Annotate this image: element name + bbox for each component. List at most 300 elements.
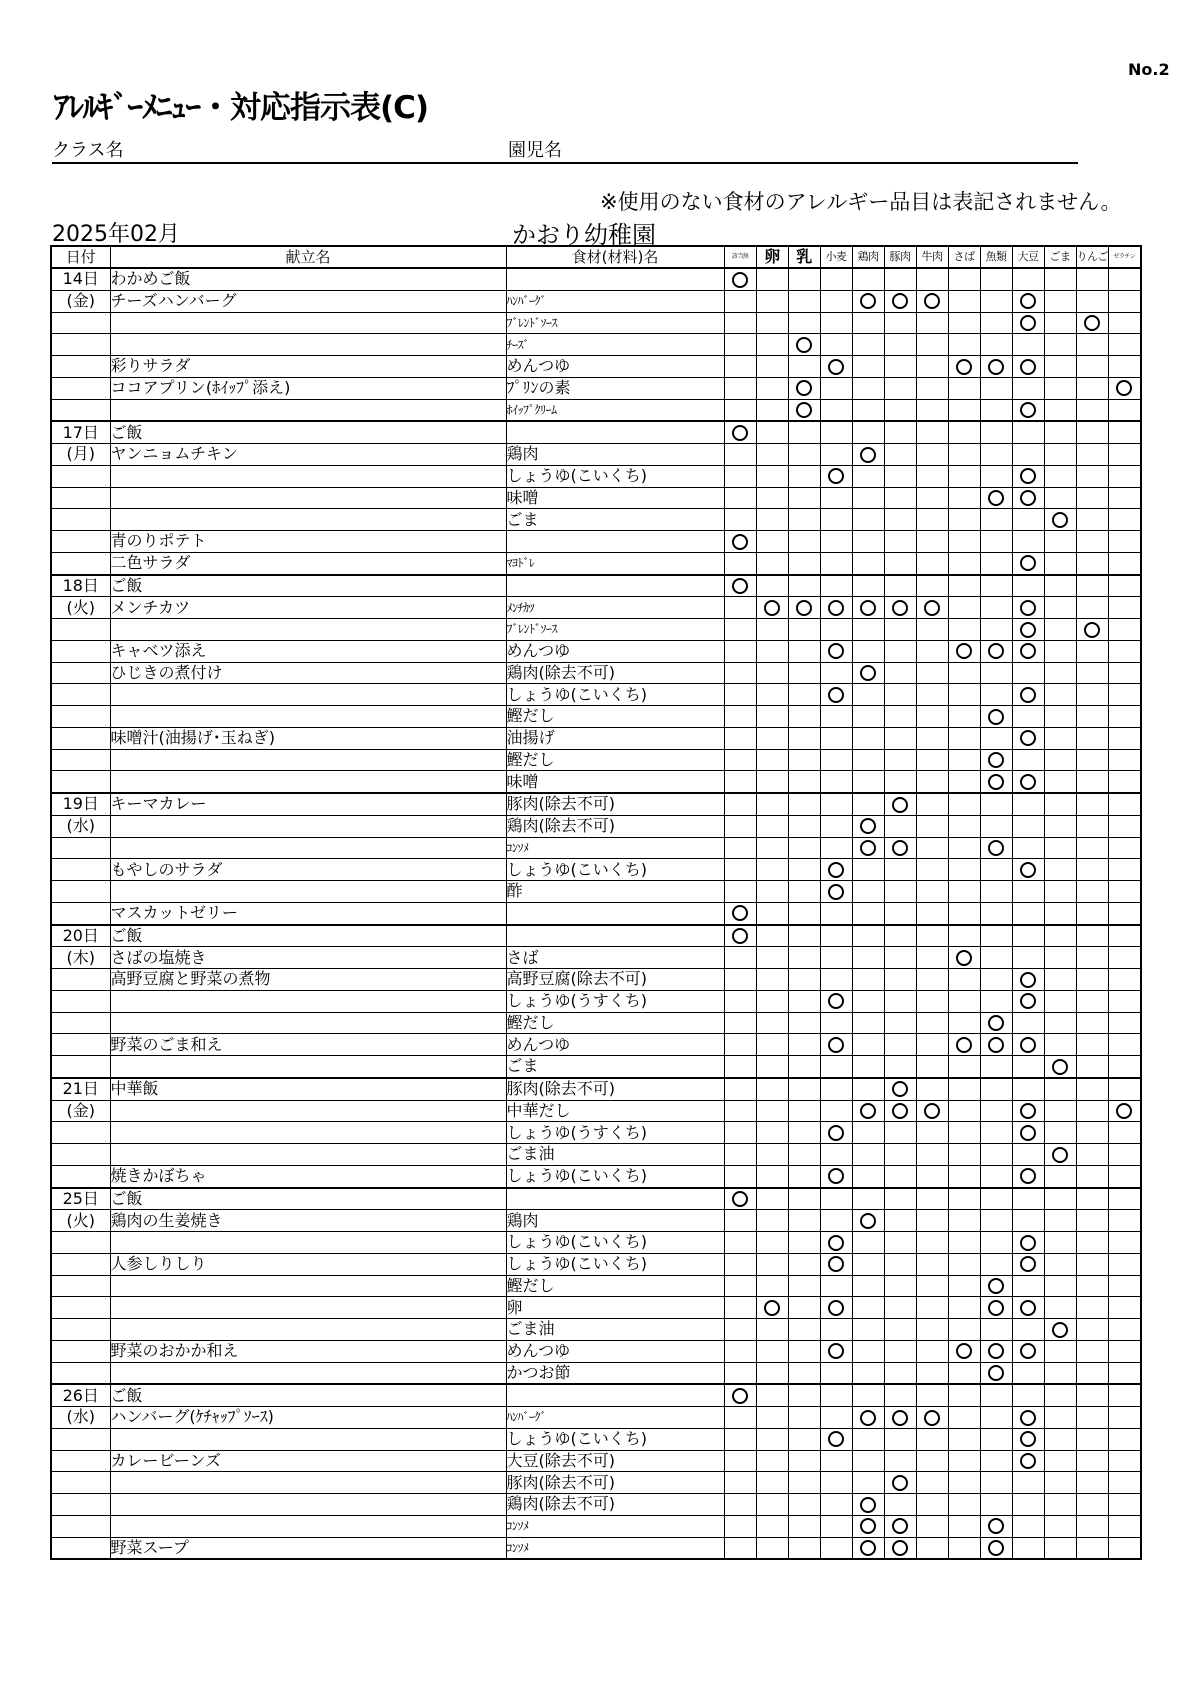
allergen-cell [788, 1407, 820, 1429]
allergen-cell [724, 1188, 756, 1210]
allergen-cell [724, 771, 756, 793]
allergen-cell [980, 1362, 1012, 1384]
allergen-cell [948, 1100, 980, 1122]
allergen-cell [852, 597, 884, 619]
allergen-cell [788, 1034, 820, 1056]
allergen-cell [788, 531, 820, 553]
allergen-cell [724, 552, 756, 574]
dish-cell [110, 1275, 506, 1297]
allergen-cell [788, 793, 820, 815]
allergen-cell [916, 377, 948, 399]
circle-mark-icon [828, 1235, 844, 1251]
allergen-cell [1076, 444, 1109, 466]
allergen-cell [1012, 334, 1044, 356]
date-cell [51, 399, 110, 421]
table-row [51, 1472, 1141, 1494]
allergen-cell [884, 509, 916, 531]
table-row [51, 1340, 1141, 1362]
header-dish: 献立名 [110, 246, 506, 268]
ingredient-cell: ﾌﾟﾘﾝの素 [506, 377, 724, 399]
allergen-cell [916, 684, 948, 706]
allergen-cell [1044, 552, 1076, 574]
dish-cell: キャベツ添え [110, 640, 506, 662]
allergen-cell [756, 531, 788, 553]
circle-mark-icon [1020, 1300, 1036, 1316]
allergen-cell [852, 881, 884, 903]
dish-cell [110, 1056, 506, 1078]
allergen-cell [820, 881, 852, 903]
dish-cell: メンチカツ [110, 597, 506, 619]
circle-mark-icon [828, 862, 844, 878]
allergen-cell [1109, 1537, 1141, 1559]
ingredient-cell: しょうゆ(うすくち) [506, 990, 724, 1012]
allergen-cell [788, 815, 820, 837]
allergen-cell [788, 597, 820, 619]
allergen-cell [724, 793, 756, 815]
allergen-cell [724, 597, 756, 619]
allergen-cell [820, 771, 852, 793]
allergen-cell [1109, 531, 1141, 553]
table-row [51, 1319, 1141, 1341]
table-row [51, 706, 1141, 728]
allergen-cell [852, 575, 884, 597]
allergen-cell [788, 575, 820, 597]
allergen-cell [884, 1275, 916, 1297]
allergen-cell [852, 1407, 884, 1429]
allergen-cell [916, 1210, 948, 1232]
allergen-cell [1109, 1056, 1141, 1078]
ingredient-cell [506, 1384, 724, 1406]
allergen-cell [724, 684, 756, 706]
date-cell [51, 1056, 110, 1078]
allergen-cell [1109, 793, 1141, 815]
allergen-cell [788, 1297, 820, 1319]
allergen-cell [1076, 990, 1109, 1012]
dish-cell [110, 837, 506, 859]
allergen-cell [980, 859, 1012, 881]
date-cell [51, 1144, 110, 1166]
allergen-cell [820, 552, 852, 574]
allergen-cell [916, 597, 948, 619]
allergen-cell [724, 268, 756, 290]
allergen-cell [788, 662, 820, 684]
allergen-cell [1044, 771, 1076, 793]
allergen-cell [1076, 1165, 1109, 1187]
allergen-cell [724, 1012, 756, 1034]
allergen-cell [724, 902, 756, 924]
allergen-cell [948, 619, 980, 641]
allergen-cell [820, 1340, 852, 1362]
dish-cell: 彩りサラダ [110, 356, 506, 378]
allergen-cell [980, 290, 1012, 312]
allergen-cell [788, 1165, 820, 1187]
allergen-cell [820, 356, 852, 378]
allergen-cell [948, 1450, 980, 1472]
allergen-cell [788, 771, 820, 793]
circle-mark-icon [988, 1343, 1004, 1359]
allergen-cell [788, 1122, 820, 1144]
circle-mark-icon [796, 337, 812, 353]
allergen-cell [1012, 1078, 1044, 1100]
allergen-cell [1012, 947, 1044, 969]
allergen-cell [852, 399, 884, 421]
allergen-cell [820, 619, 852, 641]
allergen-cell [884, 1188, 916, 1210]
dish-cell: さばの塩焼き [110, 947, 506, 969]
allergen-cell [980, 1472, 1012, 1494]
allergen-cell [916, 859, 948, 881]
allergen-cell [1044, 1537, 1076, 1559]
allergen-cell [948, 290, 980, 312]
dish-cell: わかめご飯 [110, 268, 506, 290]
allergen-cell [980, 902, 1012, 924]
allergen-cell [948, 1494, 980, 1516]
header-allergen-12: ゼラチン [1109, 246, 1141, 268]
allergen-cell [1109, 706, 1141, 728]
allergen-cell [884, 1407, 916, 1429]
table-row [51, 640, 1141, 662]
allergen-cell [852, 531, 884, 553]
ingredient-cell: しょうゆ(こいくち) [506, 1232, 724, 1254]
allergen-cell [788, 1188, 820, 1210]
allergen-cell [724, 531, 756, 553]
allergen-cell [916, 1012, 948, 1034]
allergen-cell [820, 1253, 852, 1275]
allergen-cell [884, 1515, 916, 1537]
dish-cell: 野菜のおかか和え [110, 1340, 506, 1362]
date-cell: 26日 [51, 1384, 110, 1406]
allergen-cell [756, 1515, 788, 1537]
circle-mark-icon [860, 1213, 876, 1229]
allergen-cell [1044, 575, 1076, 597]
ingredient-cell: めんつゆ [506, 640, 724, 662]
allergen-cell [916, 619, 948, 641]
table-row [51, 487, 1141, 509]
allergen-cell [916, 1319, 948, 1341]
allergen-cell [1109, 1450, 1141, 1472]
table-row [51, 1232, 1141, 1254]
allergen-cell [788, 268, 820, 290]
allergen-cell [1076, 597, 1109, 619]
date-cell: 21日 [51, 1078, 110, 1100]
allergen-cell [852, 947, 884, 969]
allergen-cell [1044, 1122, 1076, 1144]
circle-mark-icon [988, 1518, 1004, 1534]
ingredient-cell: 中華だし [506, 1100, 724, 1122]
table-row [51, 1165, 1141, 1187]
ingredient-cell: 鶏肉 [506, 444, 724, 466]
header-allergen-6: 牛肉 [916, 246, 948, 268]
circle-mark-icon [1020, 359, 1036, 375]
allergen-cell [756, 1253, 788, 1275]
allergen-cell [916, 268, 948, 290]
allergen-cell [884, 1034, 916, 1056]
date-cell [51, 859, 110, 881]
allergen-cell [980, 1122, 1012, 1144]
circle-mark-icon [1020, 687, 1036, 703]
allergen-cell [852, 1188, 884, 1210]
allergen-cell [884, 1472, 916, 1494]
allergen-cell [820, 815, 852, 837]
allergen-cell [948, 1515, 980, 1537]
allergen-cell [756, 552, 788, 574]
dish-cell: カレービーンズ [110, 1450, 506, 1472]
allergen-cell [820, 1232, 852, 1254]
allergen-cell [1109, 290, 1141, 312]
allergen-cell [916, 727, 948, 749]
allergen-cell [1012, 1428, 1044, 1450]
table-row [51, 1012, 1141, 1034]
table-row [51, 1384, 1141, 1406]
ingredient-cell: 鰹だし [506, 749, 724, 771]
ingredient-cell: ｺﾝｿﾒ [506, 1515, 724, 1537]
date-cell [51, 990, 110, 1012]
ingredient-cell: 高野豆腐(除去不可) [506, 969, 724, 991]
dish-cell [110, 1100, 506, 1122]
allergen-cell [980, 334, 1012, 356]
allergen-cell [724, 1122, 756, 1144]
ingredient-cell: しょうゆ(こいくち) [506, 1165, 724, 1187]
allergen-cell [788, 859, 820, 881]
allergen-cell [1109, 815, 1141, 837]
table-row [51, 793, 1141, 815]
allergen-cell [1076, 619, 1109, 641]
allergen-cell [1109, 749, 1141, 771]
allergen-cell [884, 925, 916, 947]
allergen-cell [1012, 377, 1044, 399]
allergen-cell [756, 597, 788, 619]
allergen-cell [820, 334, 852, 356]
allergen-cell [788, 1384, 820, 1406]
allergen-cell [1012, 399, 1044, 421]
date-cell [51, 356, 110, 378]
date-cell [51, 619, 110, 641]
allergen-cell [1076, 1144, 1109, 1166]
circle-mark-icon [988, 709, 1004, 725]
allergen-cell [1044, 1165, 1076, 1187]
allergen-cell [916, 290, 948, 312]
table-header-row [51, 246, 1141, 268]
allergen-cell [852, 1472, 884, 1494]
allergen-cell [884, 1340, 916, 1362]
allergen-cell [884, 1144, 916, 1166]
allergen-cell [756, 619, 788, 641]
allergen-cell [980, 947, 1012, 969]
allergen-cell [756, 1494, 788, 1516]
allergen-cell [724, 290, 756, 312]
ingredient-cell: ﾏﾖﾄﾞﾚ [506, 552, 724, 574]
allergen-cell [980, 640, 1012, 662]
allergen-cell [724, 509, 756, 531]
allergen-cell [724, 1450, 756, 1472]
allergen-cell [980, 399, 1012, 421]
allergen-cell [852, 1144, 884, 1166]
allergen-cell [1012, 815, 1044, 837]
allergen-cell [948, 1407, 980, 1429]
circle-mark-icon [1020, 1343, 1036, 1359]
allergen-cell [1012, 1253, 1044, 1275]
header-allergen-0: 該当無 [724, 246, 756, 268]
allergen-cell [916, 1340, 948, 1362]
allergen-cell [948, 399, 980, 421]
class-name-field [52, 140, 510, 164]
dish-cell [110, 1494, 506, 1516]
table-row [51, 552, 1141, 574]
dish-cell [110, 399, 506, 421]
allergen-cell [852, 640, 884, 662]
dish-cell [110, 1319, 506, 1341]
allergen-cell [756, 1537, 788, 1559]
allergen-cell [1012, 1537, 1044, 1559]
circle-mark-icon [988, 774, 1004, 790]
allergen-cell [1044, 1210, 1076, 1232]
allergen-cell [980, 312, 1012, 334]
date-cell [51, 465, 110, 487]
allergen-cell [852, 268, 884, 290]
allergen-cell [916, 1034, 948, 1056]
school-name: かおり幼稚園 [512, 221, 656, 249]
allergen-cell [980, 1494, 1012, 1516]
allergen-cell [756, 1012, 788, 1034]
allergen-cell [1109, 1494, 1141, 1516]
allergen-cell [1012, 465, 1044, 487]
ingredient-cell [506, 421, 724, 443]
allergen-cell [852, 1515, 884, 1537]
date-cell: 18日 [51, 575, 110, 597]
table-row [51, 334, 1141, 356]
circle-mark-icon [860, 1497, 876, 1513]
allergen-cell [1109, 1165, 1141, 1187]
allergen-cell [1044, 290, 1076, 312]
circle-mark-icon [956, 359, 972, 375]
dish-cell [110, 815, 506, 837]
allergen-cell [724, 399, 756, 421]
dish-cell: ココアプリン(ﾎｲｯﾌﾟ添え) [110, 377, 506, 399]
allergen-cell [1076, 662, 1109, 684]
allergen-cell [1076, 969, 1109, 991]
allergen-cell [884, 1232, 916, 1254]
allergen-cell [884, 1450, 916, 1472]
allergen-cell [980, 597, 1012, 619]
dish-cell: 人参しりしり [110, 1253, 506, 1275]
allergen-cell [1012, 575, 1044, 597]
circle-mark-icon [828, 1037, 844, 1053]
table-row [51, 1297, 1141, 1319]
allergen-cell [852, 619, 884, 641]
allergen-cell [724, 1297, 756, 1319]
allergen-cell [724, 1407, 756, 1429]
allergen-cell [980, 619, 1012, 641]
allergen-cell [1076, 749, 1109, 771]
allergen-cell [820, 597, 852, 619]
allergen-cell [948, 1472, 980, 1494]
circle-mark-icon [1020, 555, 1036, 571]
allergen-cell [724, 356, 756, 378]
allergen-cell [724, 1100, 756, 1122]
table-row [51, 444, 1141, 466]
allergen-cell [756, 1428, 788, 1450]
ingredient-cell: 鰹だし [506, 706, 724, 728]
ingredient-cell: 豚肉(除去不可) [506, 1078, 724, 1100]
date-cell [51, 727, 110, 749]
allergen-cell [756, 837, 788, 859]
allergen-cell [980, 1232, 1012, 1254]
allergen-cell [1076, 1407, 1109, 1429]
dish-cell: もやしのサラダ [110, 859, 506, 881]
allergen-cell [948, 552, 980, 574]
circle-mark-icon [1020, 1453, 1036, 1469]
allergen-cell [1076, 1494, 1109, 1516]
allergen-cell [1076, 552, 1109, 574]
allergen-cell [1076, 1362, 1109, 1384]
allergen-cell [884, 1384, 916, 1406]
allergen-cell [916, 1428, 948, 1450]
allergen-cell [820, 749, 852, 771]
allergen-cell [916, 1188, 948, 1210]
date-cell: 20日 [51, 925, 110, 947]
allergen-cell [724, 859, 756, 881]
table-row [51, 575, 1141, 597]
allergen-cell [1044, 990, 1076, 1012]
allergen-cell [820, 1472, 852, 1494]
date-cell [51, 1450, 110, 1472]
allergen-cell [916, 815, 948, 837]
allergen-cell [1044, 902, 1076, 924]
allergen-cell [852, 1056, 884, 1078]
date-cell [51, 771, 110, 793]
circle-mark-icon [1020, 315, 1036, 331]
allergen-cell [1076, 312, 1109, 334]
circle-mark-icon [1020, 1410, 1036, 1426]
allergen-cell [948, 837, 980, 859]
date-cell [51, 1012, 110, 1034]
allergen-cell [788, 837, 820, 859]
child-name-field [508, 140, 1078, 164]
allergen-cell [1109, 1275, 1141, 1297]
allergen-cell [724, 334, 756, 356]
allergen-cell [1044, 793, 1076, 815]
allergen-cell [916, 925, 948, 947]
allergen-cell [1076, 1384, 1109, 1406]
allergen-cell [916, 793, 948, 815]
allergen-cell [724, 1144, 756, 1166]
allergen-cell [1044, 1362, 1076, 1384]
allergen-cell [916, 1494, 948, 1516]
allergen-cell [756, 312, 788, 334]
allergen-cell [884, 597, 916, 619]
table-row [51, 1210, 1141, 1232]
date-cell [51, 684, 110, 706]
allergen-cell [1012, 1340, 1044, 1362]
date-cell [51, 1428, 110, 1450]
circle-mark-icon [1052, 512, 1068, 528]
allergen-cell [1076, 290, 1109, 312]
allergen-cell [980, 925, 1012, 947]
allergen-cell [724, 815, 756, 837]
allergen-cell [916, 837, 948, 859]
dish-cell [110, 706, 506, 728]
allergen-cell [788, 1428, 820, 1450]
allergen-cell [756, 793, 788, 815]
allergen-cell [724, 662, 756, 684]
allergen-cell [788, 1537, 820, 1559]
allergen-cell [980, 487, 1012, 509]
allergen-cell [788, 465, 820, 487]
allergen-cell [1044, 859, 1076, 881]
allergen-cell [948, 749, 980, 771]
allergen-cell [820, 1165, 852, 1187]
dish-cell [110, 1428, 506, 1450]
